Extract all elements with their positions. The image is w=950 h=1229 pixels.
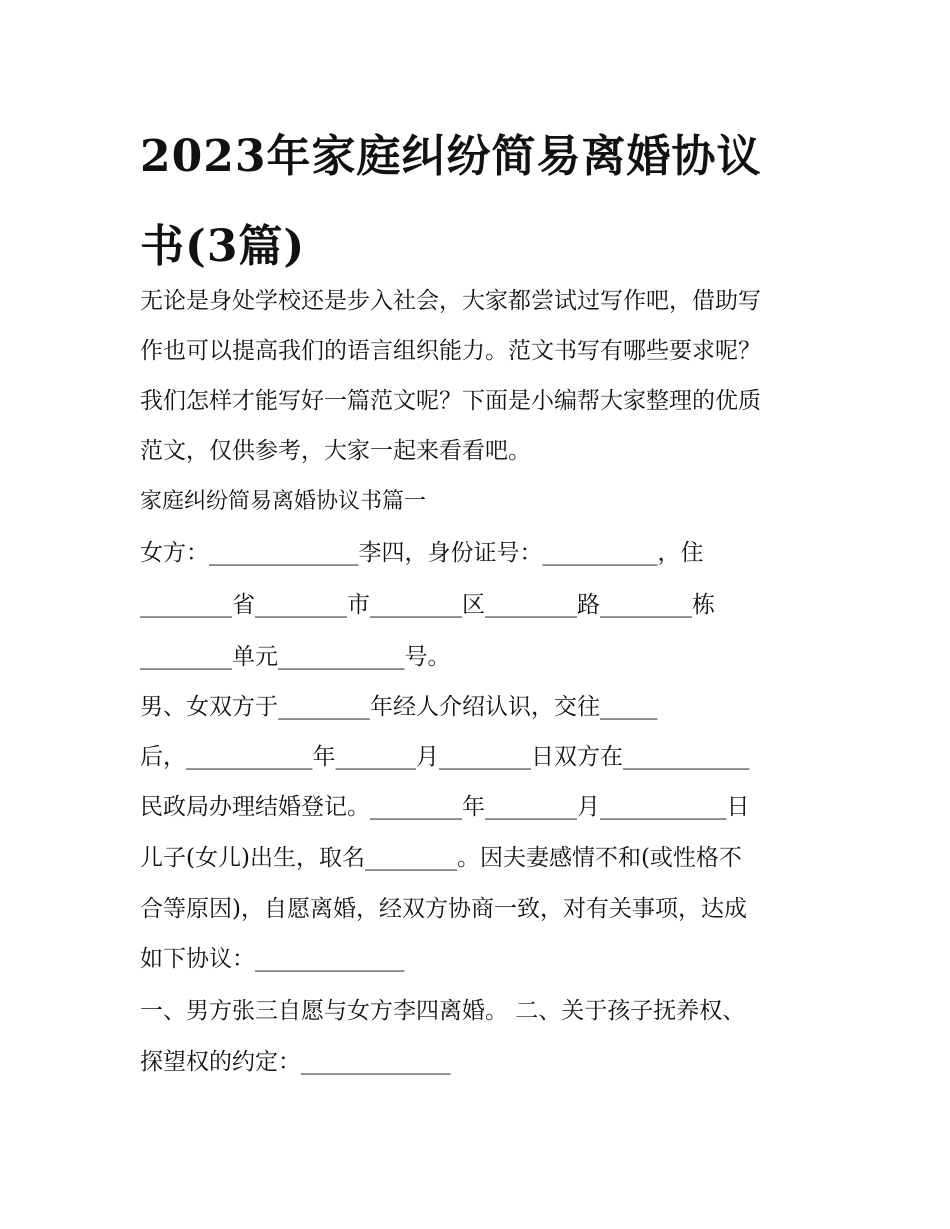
intro-line-1: 无论是身处学校还是步入社会，大家都尝试过写作吧，借助写 bbox=[140, 288, 761, 314]
title-line-2: 书(3篇) bbox=[140, 221, 306, 272]
body-line-11: 探望权的约定：_____________ bbox=[140, 1049, 451, 1075]
intro-line-4: 范文，仅供参考，大家一起来看看吧。 bbox=[140, 438, 531, 464]
body-line-3: ________单元___________号。 bbox=[140, 644, 451, 670]
document-title bbox=[140, 112, 820, 292]
body-line-8: 合等原因)，自愿离婚，经双方协商一致，对有关事项，达成 bbox=[140, 896, 747, 922]
body-line-5: 后，___________年_______月________日双方在___________ bbox=[140, 744, 750, 770]
body-line-9: 如下协议：_____________ bbox=[140, 946, 405, 972]
section-heading: 家庭纠纷简易离婚协议书篇一 bbox=[140, 489, 427, 514]
body-line-4: 男、女双方于________年经人介绍认识，交往_____ bbox=[140, 694, 658, 720]
intro-line-2: 作也可以提高我们的语言组织能力。范文书写有哪些要求呢？ bbox=[140, 338, 761, 364]
body-line-1: 女方：_____________李四，身份证号：__________，住 bbox=[140, 540, 704, 566]
body-line-10: 一、男方张三自愿与女方李四离婚。 二、关于孩子抚养权、 bbox=[140, 998, 746, 1024]
intro-line-3: 我们怎样才能写好一篇范文呢？下面是小编帮大家整理的优质 bbox=[140, 388, 761, 414]
body-line-6: 民政局办理结婚登记。________年________月___________日 bbox=[140, 794, 750, 820]
body-line-7: 儿子(女儿)出生，取名________。因夫妻感情不和(或性格不 bbox=[140, 845, 742, 871]
body-line-2: ________省________市________区________路________栋 bbox=[140, 592, 715, 618]
title-line-1: 2023年家庭纠纷简易离婚协议 bbox=[140, 131, 762, 182]
